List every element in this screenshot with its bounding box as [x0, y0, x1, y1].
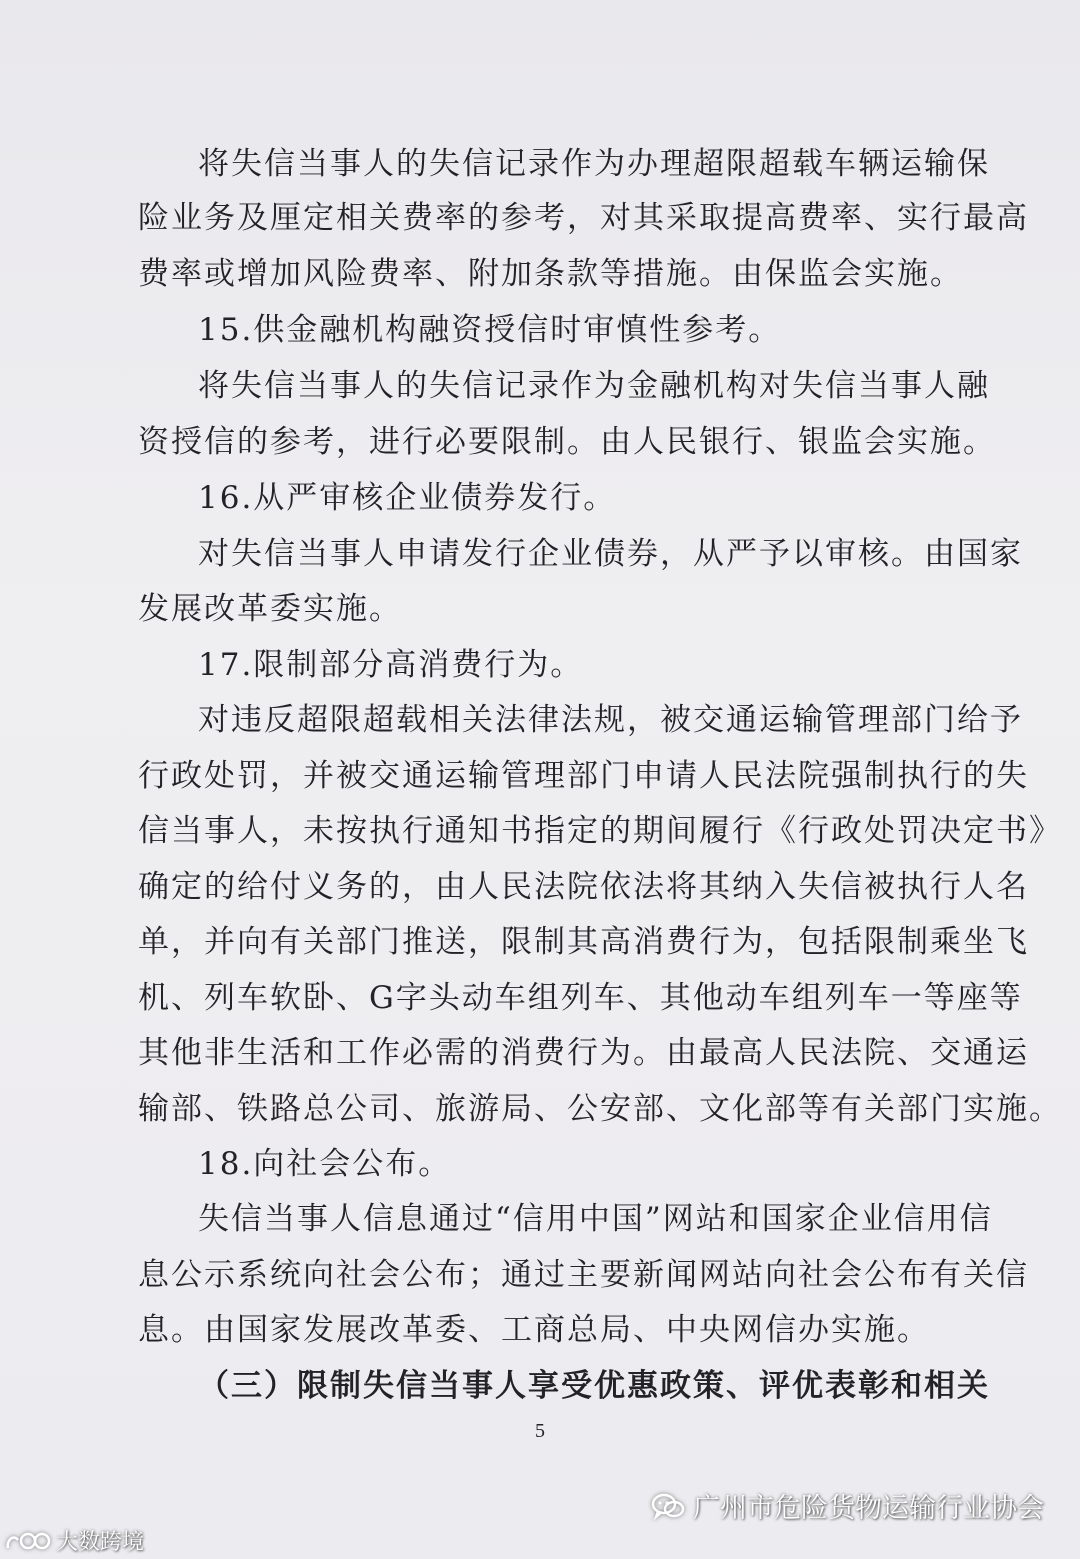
text-line: 机、列车软卧、G字头动车组列车、其他动车组列车一等座等: [138, 980, 1023, 1016]
wechat-account-name: 广州市危险货物运输行业协会: [693, 1493, 1044, 1524]
wechat-watermark: [651, 1486, 1044, 1525]
text-line: 资授信的参考，进行必要限制。由人民银行、银监会实施。: [138, 424, 996, 460]
text-line: 将失信当事人的失信记录作为金融机构对失信当事人融: [198, 368, 990, 404]
text-line: 险业务及厘定相关费率的参考，对其采取提高费率、实行最高: [138, 200, 1029, 236]
text-line: 发展改革委实施。: [138, 591, 402, 627]
text-line: 输部、铁路总公司、旅游局、公安部、文化部等有关部门实施。: [138, 1091, 1062, 1127]
source-brand-name: 大数跨境: [56, 1530, 145, 1555]
text-line: 息公示系统向社会公布；通过主要新闻网站向社会公布有关信: [138, 1257, 1029, 1293]
section-heading: 18.向社会公布。: [198, 1146, 452, 1182]
text-line: 单，并向有关部门推送，限制其高消费行为，包括限制乘坐飞: [138, 924, 1029, 960]
source-watermark: [4, 1525, 144, 1556]
text-line: 其他非生活和工作必需的消费行为。由最高人民法院、交通运: [138, 1035, 1029, 1071]
text-line: 确定的给付义务的，由人民法院依法将其纳入失信被执行人名: [138, 869, 1029, 905]
wechat-icon: [651, 1492, 685, 1520]
text-line: 信当事人，未按执行通知书指定的期间履行《行政处罚决定书》: [138, 813, 1062, 849]
section-heading: 15.供金融机构融资授信时审慎性参考。: [198, 312, 782, 348]
subsection-heading: （三）限制失信当事人享受优惠政策、评优表彰和相关: [198, 1368, 990, 1404]
text-line: 费率或增加风险费率、附加条款等措施。由保监会实施。: [138, 256, 963, 292]
text-line: 将失信当事人的失信记录作为办理超限超载车辆运输保: [198, 146, 990, 182]
text-line: 对失信当事人申请发行企业债券，从严予以审核。由国家: [198, 536, 1023, 572]
section-heading: 17.限制部分高消费行为。: [198, 647, 584, 683]
text-line: 息。由国家发展改革委、工商总局、中央网信办实施。: [138, 1312, 930, 1348]
page-number: 5: [535, 1420, 545, 1442]
text-line: 失信当事人信息通过“信用中国”网站和国家企业信用信: [198, 1201, 993, 1237]
text-line: 对违反超限超载相关法律法规，被交通运输管理部门给予: [198, 702, 1023, 738]
text-line: 行政处罚，并被交通运输管理部门申请人民法院强制执行的失: [138, 758, 1029, 794]
section-heading: 16.从严审核企业债券发行。: [198, 480, 617, 516]
logo-icon: [4, 1528, 52, 1554]
